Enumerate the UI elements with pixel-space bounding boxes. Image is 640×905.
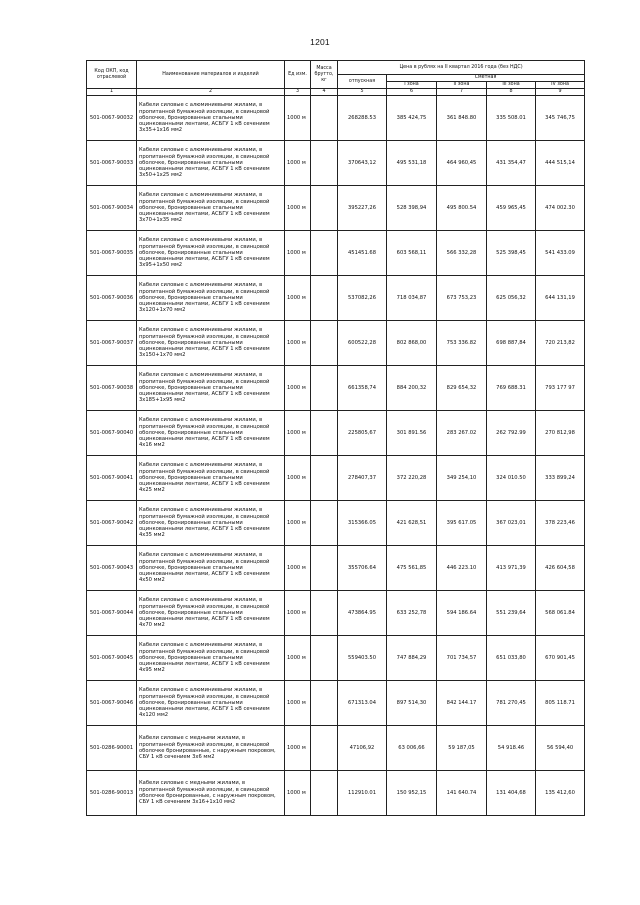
zone-3-price: 324 010.50: [487, 456, 536, 501]
gross-mass: [311, 726, 338, 771]
zone-3-price: 367 023,01: [487, 501, 536, 546]
cable-code: 501-0067-90040: [87, 411, 137, 456]
zone-1-price: 603 568,11: [387, 231, 437, 276]
gross-mass: [311, 591, 338, 636]
zone-2-price: 495 800.54: [437, 186, 487, 231]
zone-1-price: 150 952,15: [387, 771, 437, 816]
release-price: 451451.68: [338, 231, 387, 276]
table-row: [87, 501, 585, 546]
release-price: 225805,67: [338, 411, 387, 456]
zone-1-price: 528 398,94: [387, 186, 437, 231]
gross-mass: [311, 231, 338, 276]
column-number: 4: [311, 89, 338, 96]
table-row: [87, 321, 585, 366]
table-body: [87, 96, 585, 816]
zone-2-price: 594 186.64: [437, 591, 487, 636]
unit: 1000 м: [285, 456, 311, 501]
gross-mass: [311, 276, 338, 321]
release-price: 661358,74: [338, 366, 387, 411]
release-price: 370643,12: [338, 141, 387, 186]
zone-2-price: 566 332,28: [437, 231, 487, 276]
column-number: 5: [338, 89, 387, 96]
header-release-price: отпускная: [338, 75, 387, 89]
cable-code: 501-0067-90045: [87, 636, 137, 681]
zone-3-price: 525 398,45: [487, 231, 536, 276]
table-row: [87, 231, 585, 276]
cable-code: 501-0067-90032: [87, 96, 137, 141]
zone-4-price: 56 594,40: [536, 726, 585, 771]
zone-1-price: 495 531,18: [387, 141, 437, 186]
header-code: Код ОКП, код отраслевой: [87, 61, 137, 89]
zone-4-price: 568 061.84: [536, 591, 585, 636]
price-table: [86, 60, 585, 816]
zone-3-price: 54 918.46: [487, 726, 536, 771]
zone-2-price: 464 960,45: [437, 141, 487, 186]
gross-mass: [311, 96, 338, 141]
cable-code: 501-0067-90042: [87, 501, 137, 546]
zone-4-price: 345 746,75: [536, 96, 585, 141]
unit: 1000 м: [285, 366, 311, 411]
gross-mass: [311, 141, 338, 186]
release-price: 559403.50: [338, 636, 387, 681]
zone-1-price: 747 884,29: [387, 636, 437, 681]
material-name: Кабели силовые с алюминиевыми жилами, в пропитанной бумажной изоляции, в свинцовой оболочке, бронированные стальными оцинкованными лентами, АСБГУ 1 кВ сечением 4х16 мм2: [137, 411, 285, 456]
zone-3-price: 551 239,64: [487, 591, 536, 636]
cable-code: 501-0067-90046: [87, 681, 137, 726]
header-unit: Ед изм.: [285, 61, 311, 89]
zone-4-price: 474 002.30: [536, 186, 585, 231]
zone-3-price: 262 792.99: [487, 411, 536, 456]
release-price: 278407,37: [338, 456, 387, 501]
gross-mass: [311, 186, 338, 231]
cable-code: 501-0067-90034: [87, 186, 137, 231]
unit: 1000 м: [285, 411, 311, 456]
release-price: 268288.53: [338, 96, 387, 141]
zone-4-price: 270 812,98: [536, 411, 585, 456]
release-price: 112910.01: [338, 771, 387, 816]
gross-mass: [311, 681, 338, 726]
material-name: Кабели силовые с алюминиевыми жилами, в пропитанной бумажной изоляции, в свинцовой оболочке, бронированные стальными оцинкованными лентами, АСБГУ 1 кВ сечением 4х70 мм2: [137, 591, 285, 636]
column-number: 7: [437, 89, 487, 96]
table-row: [87, 591, 585, 636]
unit: 1000 м: [285, 726, 311, 771]
cable-code: 501-0067-90035: [87, 231, 137, 276]
unit: 1000 м: [285, 276, 311, 321]
zone-4-price: 444 515,14: [536, 141, 585, 186]
zone-1-price: 884 200,32: [387, 366, 437, 411]
table-row: [87, 276, 585, 321]
zone-1-price: 301 891.56: [387, 411, 437, 456]
header-zone-4: IV зона: [536, 82, 585, 89]
material-name: Кабели силовые с алюминиевыми жилами, в пропитанной бумажной изоляции, в свинцовой оболочке, бронированные стальными оцинкованными лентами, АСБГУ 1 кВ сечением 3х150+1х70 мм2: [137, 321, 285, 366]
zone-3-price: 781 270,45: [487, 681, 536, 726]
zone-3-price: 431 354,47: [487, 141, 536, 186]
unit: 1000 м: [285, 501, 311, 546]
zone-4-price: 793 177 97: [536, 366, 585, 411]
header-zone-2: II зона: [437, 82, 487, 89]
header-zone-3: III зона: [487, 82, 536, 89]
gross-mass: [311, 366, 338, 411]
material-name: Кабели силовые с алюминиевыми жилами, в пропитанной бумажной изоляции, в свинцовой оболочке, бронированные стальными оцинкованными лентами, АСБГУ 1 кВ сечением 3х35+1х16 мм2: [137, 96, 285, 141]
table-row: [87, 366, 585, 411]
release-price: 537082,26: [338, 276, 387, 321]
cable-code: 501-0067-90037: [87, 321, 137, 366]
zone-3-price: 698 887,84: [487, 321, 536, 366]
zone-2-price: 701 734,57: [437, 636, 487, 681]
header-zone-1: I зона: [387, 82, 437, 89]
cable-code: 501-0067-90044: [87, 591, 137, 636]
column-number-row: [87, 89, 585, 96]
release-price: 600522,28: [338, 321, 387, 366]
header-mass: Масса брутто, кг: [311, 61, 338, 89]
zone-2-price: 141 640.74: [437, 771, 487, 816]
zone-3-price: 625 056,32: [487, 276, 536, 321]
zone-1-price: 897 514,30: [387, 681, 437, 726]
gross-mass: [311, 321, 338, 366]
zone-4-price: 378 223,46: [536, 501, 585, 546]
cable-code: 501-0286-90001: [87, 726, 137, 771]
zone-4-price: 720 213,82: [536, 321, 585, 366]
cable-code: 501-0067-90036: [87, 276, 137, 321]
table-row: [87, 411, 585, 456]
unit: 1000 м: [285, 186, 311, 231]
zone-3-price: 335 508.01: [487, 96, 536, 141]
release-price: 395227,26: [338, 186, 387, 231]
unit: 1000 м: [285, 546, 311, 591]
zone-2-price: 395 617.05: [437, 501, 487, 546]
table-row: [87, 771, 585, 816]
zone-2-price: 59 187,05: [437, 726, 487, 771]
gross-mass: [311, 456, 338, 501]
zone-2-price: 446 223.10: [437, 546, 487, 591]
header-price-group: Цена в рублях на II квартал 2016 года (без НДС): [338, 61, 585, 75]
column-number: 1: [87, 89, 137, 96]
material-name: Кабели силовые с медными жилами, в пропитанной бумажной изоляции, в свинцовой оболочке бронированные, с наружным покровом, СБУ 1 кВ сечением 3х6 мм2: [137, 726, 285, 771]
column-number: 2: [137, 89, 285, 96]
gross-mass: [311, 771, 338, 816]
zone-2-price: 842 144.17: [437, 681, 487, 726]
unit: 1000 м: [285, 96, 311, 141]
zone-4-price: 333 899,24: [536, 456, 585, 501]
table-row: [87, 456, 585, 501]
cable-code: 501-0067-90041: [87, 456, 137, 501]
material-name: Кабели силовые с алюминиевыми жилами, в пропитанной бумажной изоляции, в свинцовой оболочке, бронированные стальными оцинкованными лентами, АСБГУ 1 кВ сечением 3х95+1х50 мм2: [137, 231, 285, 276]
zone-1-price: 718 034,87: [387, 276, 437, 321]
material-name: Кабели силовые с медными жилами, в пропитанной бумажной изоляции, в свинцовой оболочке бронированные, с наружным покровом, СБУ 1 кВ сечением 3х16+1х10 мм2: [137, 771, 285, 816]
cable-code: 501-0067-90033: [87, 141, 137, 186]
release-price: 473864.95: [338, 591, 387, 636]
zone-4-price: 541 433.09: [536, 231, 585, 276]
zone-1-price: 372 220,28: [387, 456, 437, 501]
zone-1-price: 385 424,75: [387, 96, 437, 141]
zone-2-price: 361 848.80: [437, 96, 487, 141]
cable-code: 501-0067-90038: [87, 366, 137, 411]
material-name: Кабели силовые с алюминиевыми жилами, в пропитанной бумажной изоляции, в свинцовой оболочке, бронированные стальными оцинкованными лентами, АСБГУ 1 кВ сечением 4х25 мм2: [137, 456, 285, 501]
column-number: 9: [536, 89, 585, 96]
zone-1-price: 63 006,66: [387, 726, 437, 771]
gross-mass: [311, 636, 338, 681]
zone-3-price: 651 033,80: [487, 636, 536, 681]
zone-2-price: 673 753,23: [437, 276, 487, 321]
zone-4-price: 805 118.71: [536, 681, 585, 726]
release-price: 671313.04: [338, 681, 387, 726]
table-row: [87, 96, 585, 141]
unit: 1000 м: [285, 591, 311, 636]
header-estimate-price: Сметная: [387, 75, 585, 82]
zone-2-price: 349 254,10: [437, 456, 487, 501]
zone-4-price: 670 901,45: [536, 636, 585, 681]
material-name: Кабели силовые с алюминиевыми жилами, в пропитанной бумажной изоляции, в свинцовой оболочке, бронированные стальными оцинкованными лентами, АСБГУ 1 кВ сечением 3х70+1х35 мм2: [137, 186, 285, 231]
zone-2-price: 283 267.02: [437, 411, 487, 456]
zone-3-price: 459 965,45: [487, 186, 536, 231]
material-name: Кабели силовые с алюминиевыми жилами, в пропитанной бумажной изоляции, в свинцовой оболочке, бронированные стальными оцинкованными лентами, АСБГУ 1 кВ сечением 4х35 мм2: [137, 501, 285, 546]
column-number: 8: [487, 89, 536, 96]
table-header: [87, 61, 585, 89]
table-row: [87, 726, 585, 771]
zone-1-price: 802 868,00: [387, 321, 437, 366]
zone-1-price: 633 252,78: [387, 591, 437, 636]
unit: 1000 м: [285, 231, 311, 276]
unit: 1000 м: [285, 771, 311, 816]
gross-mass: [311, 411, 338, 456]
material-name: Кабели силовые с алюминиевыми жилами, в пропитанной бумажной изоляции, в свинцовой оболочке, бронированные стальными оцинкованными лентами, АСБГУ 1 кВ сечением 4х95 мм2: [137, 636, 285, 681]
unit: 1000 м: [285, 321, 311, 366]
zone-3-price: 131 404,68: [487, 771, 536, 816]
zone-4-price: 135 412,60: [536, 771, 585, 816]
zone-4-price: 426 604,58: [536, 546, 585, 591]
zone-2-price: 829 654,32: [437, 366, 487, 411]
zone-2-price: 753 336.82: [437, 321, 487, 366]
release-price: 355706.64: [338, 546, 387, 591]
table-row: [87, 546, 585, 591]
material-name: Кабели силовые с алюминиевыми жилами, в пропитанной бумажной изоляции, в свинцовой оболочке, бронированные стальными оцинкованными лентами, АСБГУ 1 кВ сечением 3х120+1х70 мм2: [137, 276, 285, 321]
release-price: 47106,92: [338, 726, 387, 771]
table-row: [87, 681, 585, 726]
release-price: 315366.05: [338, 501, 387, 546]
cable-code: 501-0286-90013: [87, 771, 137, 816]
zone-3-price: 413 971,39: [487, 546, 536, 591]
zone-3-price: 769 688.31: [487, 366, 536, 411]
table-row: [87, 186, 585, 231]
column-number: 3: [285, 89, 311, 96]
column-number: 6: [387, 89, 437, 96]
unit: 1000 м: [285, 636, 311, 681]
header-name: Наименование материалов и изделий: [137, 61, 285, 89]
material-name: Кабели силовые с алюминиевыми жилами, в пропитанной бумажной изоляции, в свинцовой оболочке, бронированные стальными оцинкованными лентами, АСБГУ 1 кВ сечением 4х50 мм2: [137, 546, 285, 591]
zone-1-price: 475 561,85: [387, 546, 437, 591]
material-name: Кабели силовые с алюминиевыми жилами, в пропитанной бумажной изоляции, в свинцовой оболочке, бронированные стальными оцинкованными лентами, АСБГУ 1 кВ сечением 3х50+1х25 мм2: [137, 141, 285, 186]
page-number: 1201: [310, 37, 330, 47]
unit: 1000 м: [285, 681, 311, 726]
gross-mass: [311, 546, 338, 591]
cable-code: 501-0067-90043: [87, 546, 137, 591]
table-row: [87, 636, 585, 681]
material-name: Кабели силовые с алюминиевыми жилами, в пропитанной бумажной изоляции, в свинцовой оболочке, бронированные стальными оцинкованными лентами, АСБГУ 1 кВ сечением 4х120 мм2: [137, 681, 285, 726]
material-name: Кабели силовые с алюминиевыми жилами, в пропитанной бумажной изоляции, в свинцовой оболочке, бронированные стальными оцинкованными лентами, АСБГУ 1 кВ сечением 3х185+1х95 мм2: [137, 366, 285, 411]
gross-mass: [311, 501, 338, 546]
table-row: [87, 141, 585, 186]
zone-4-price: 644 131,19: [536, 276, 585, 321]
zone-1-price: 421 628,51: [387, 501, 437, 546]
unit: 1000 м: [285, 141, 311, 186]
